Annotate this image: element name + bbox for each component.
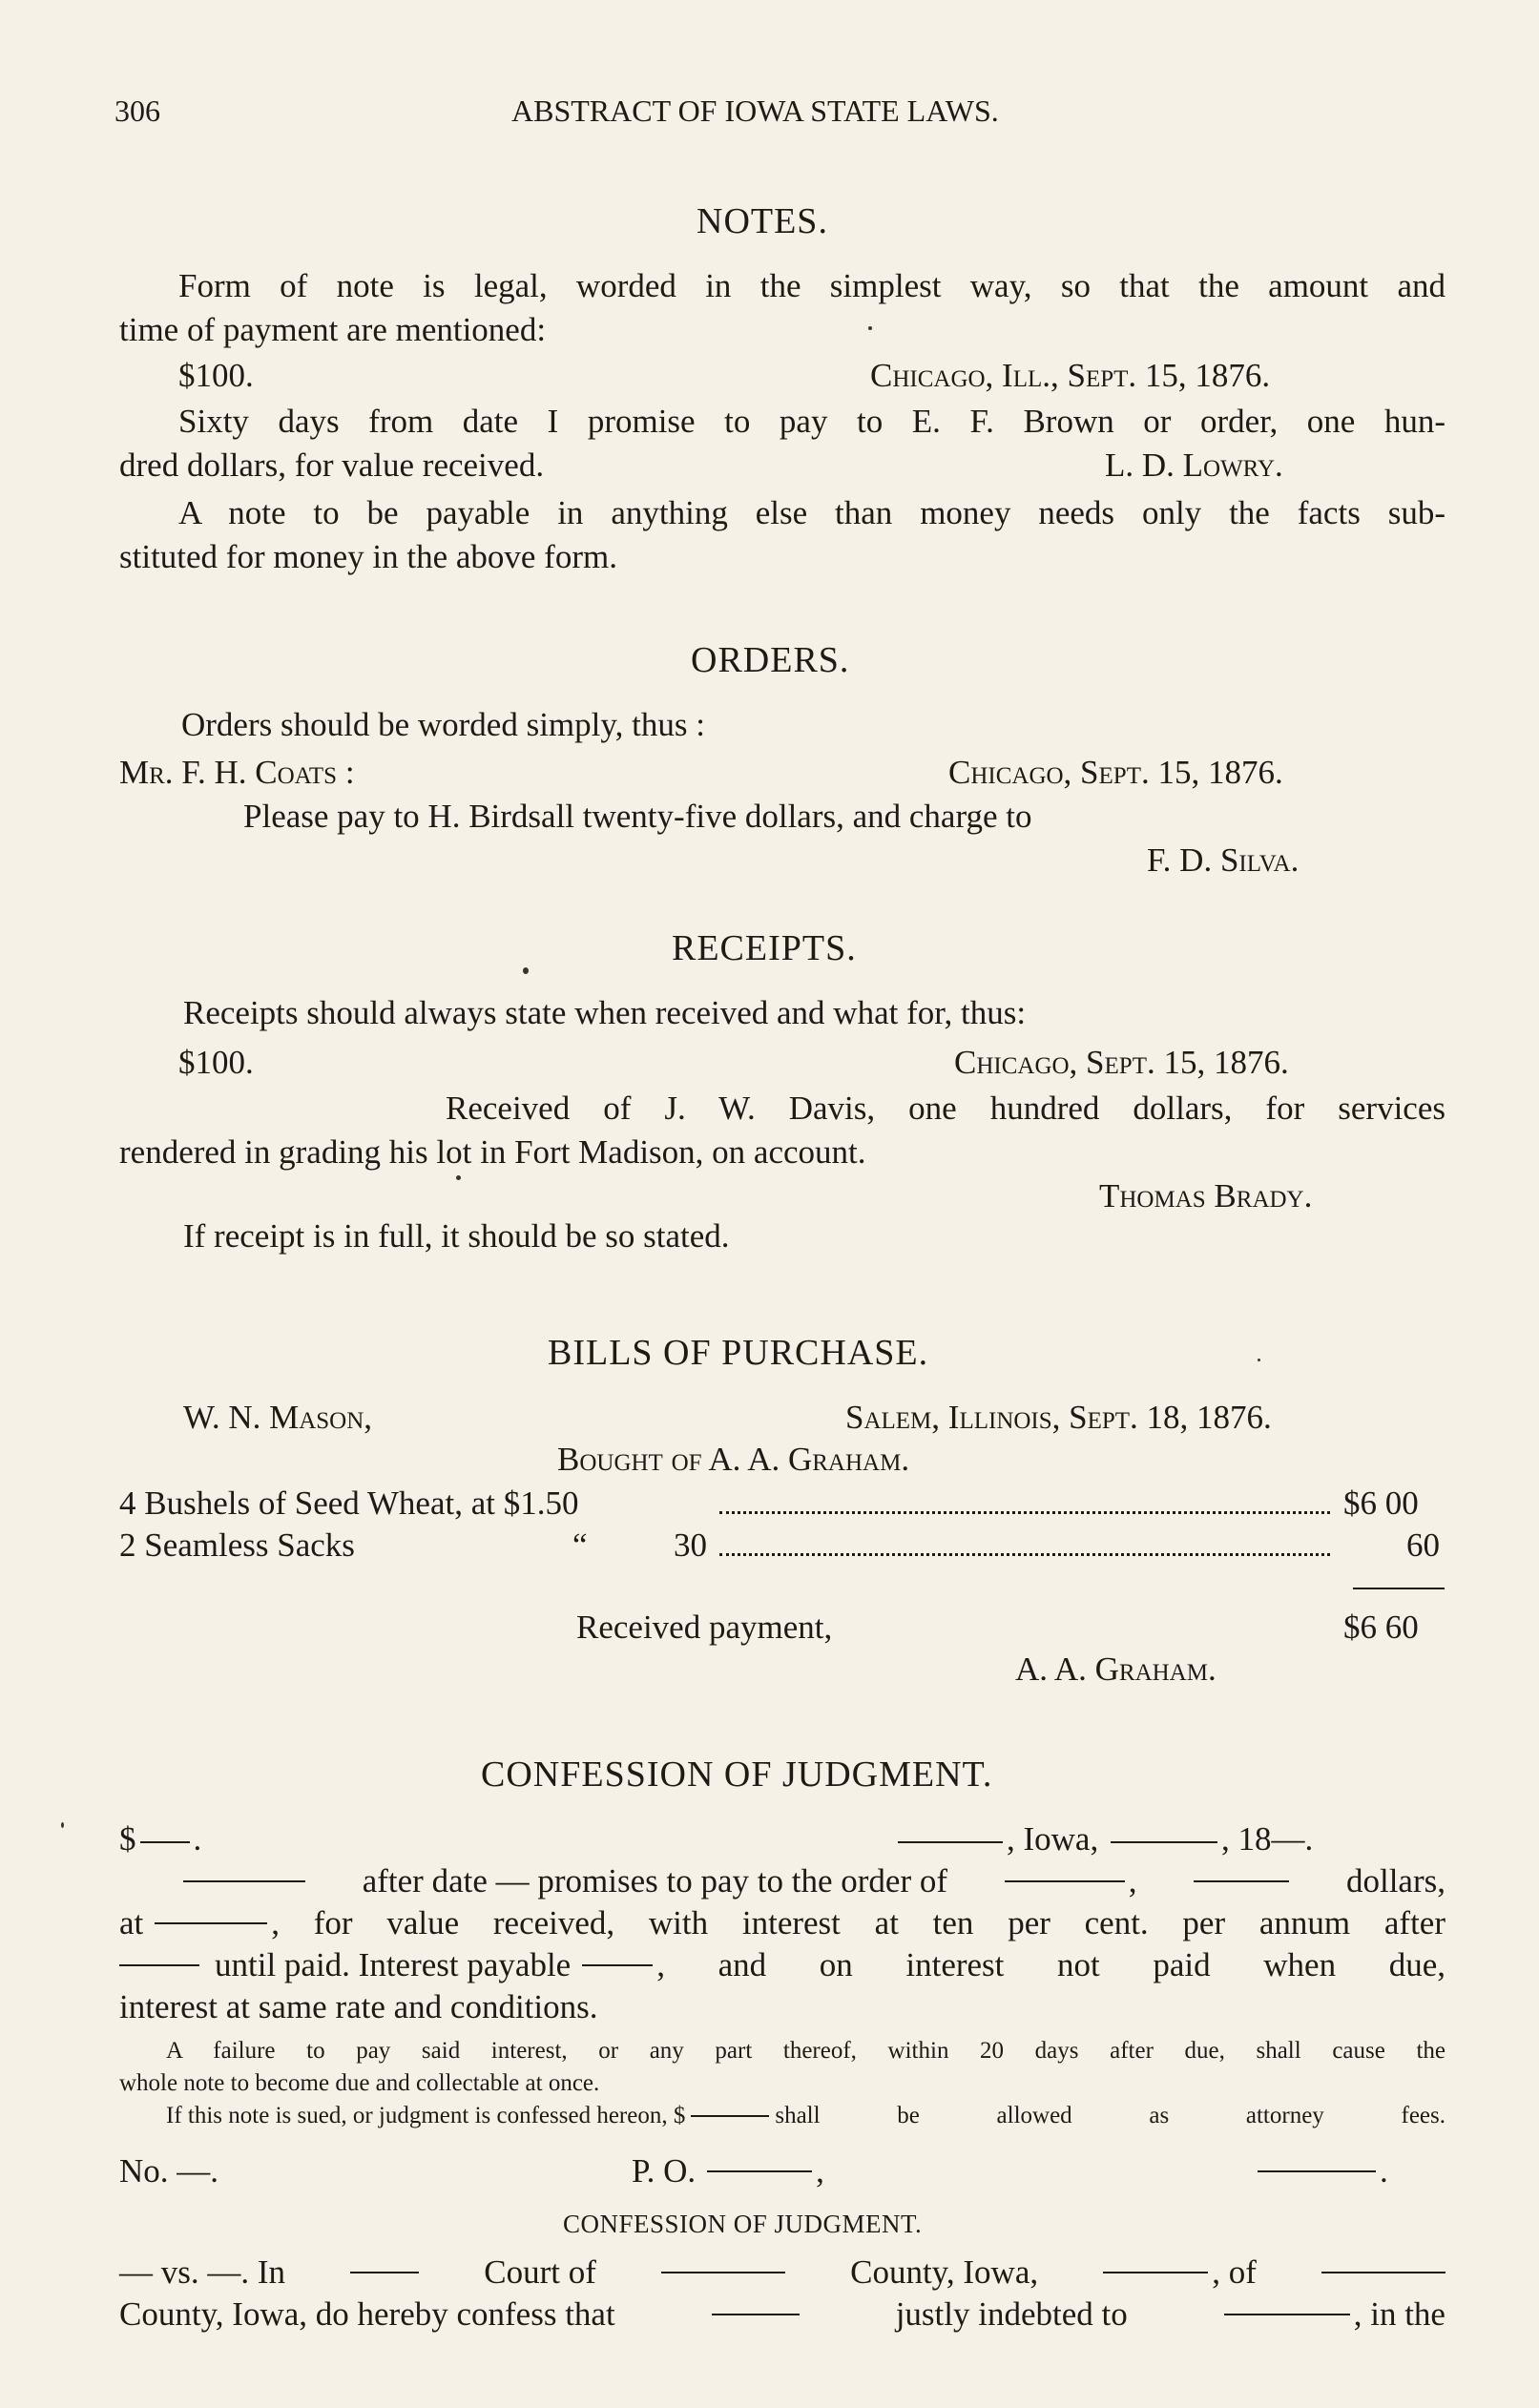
blank-amount <box>140 1841 190 1843</box>
dollar-sign: $ <box>119 1820 136 1858</box>
confession-line-1 <box>119 2253 1445 2292</box>
receipts-intro: Receipts should always state when received and what for, thus: <box>183 994 1027 1031</box>
period: . <box>1380 2152 1388 2190</box>
year-label: , 18—. <box>1220 1820 1314 1858</box>
comma: , <box>1128 1862 1137 1899</box>
blank-date <box>1111 1841 1217 1843</box>
bill-item-2-price: 30 <box>674 1526 707 1564</box>
bill-item-2-ditto: “ <box>572 1526 588 1564</box>
receipts-place-date: Chicago, Sept. 15, 1876. <box>954 1044 1289 1081</box>
bill-item-2-amount: 60 <box>1406 1526 1440 1564</box>
dot-leader <box>719 1553 1330 1556</box>
judgment-line-4 <box>119 1946 1445 1984</box>
blank-term <box>1103 2272 1208 2273</box>
bills-title: BILLS OF PURCHASE. <box>548 1333 929 1373</box>
judgment-line-3 <box>119 1904 1445 1942</box>
notes-body-2: dred dollars, for value received. <box>119 446 545 484</box>
date-line <box>1254 2152 1388 2190</box>
dollars-label: dollars, <box>1345 1862 1445 1899</box>
notes-body-1: Sixty days from date I promise to pay to E. F. Brown or order, one hun- <box>178 403 1445 440</box>
interest-text: , for value received, with interest at ten per cent. per annum after <box>271 1904 1445 1941</box>
blank-location <box>155 1922 267 1924</box>
indebted-text: justly indebted to <box>895 2295 1128 2333</box>
vs-text: — vs. —. In <box>119 2253 286 2291</box>
notes-para-2: stituted for money in the above form. <box>119 538 617 575</box>
blank-court <box>350 2272 419 2273</box>
post-office-line <box>632 2152 824 2190</box>
blank-period <box>183 1880 305 1882</box>
orders-body: Please pay to H. Birdsall twenty-five dollars, and charge to <box>243 798 1032 835</box>
number-label: No. —. <box>119 2152 219 2190</box>
attorney-fee-text: If this note is sued, or judgment is confessed hereon, $ <box>166 2103 686 2128</box>
iowa-label: , Iowa, <box>1007 1820 1099 1858</box>
dot-leader <box>719 1511 1330 1514</box>
bills-total: $6 60 <box>1343 1609 1419 1646</box>
po-label: P. O. <box>632 2152 697 2190</box>
attorney-fee-end: shall be allowed as attorney fees. <box>775 2103 1445 2128</box>
blank-party <box>1321 2272 1445 2273</box>
bills-place-date: Salem, Illinois, Sept. 18, 1876. <box>845 1399 1272 1436</box>
notes-intro-2: time of payment are mentioned: <box>119 311 547 348</box>
unpaid-interest-text: , and on interest not paid when due, <box>656 1946 1445 1983</box>
orders-addressee: Mr. F. H. Coats : <box>119 754 355 791</box>
print-speck <box>61 1822 64 1828</box>
orders-place-date: Chicago, Sept. 15, 1876. <box>948 754 1283 791</box>
bill-item-1-desc: 4 Bushels of Seed Wheat, at $1.50 <box>119 1484 579 1522</box>
print-speck <box>456 1175 461 1180</box>
court-of-text: Court of <box>484 2253 596 2291</box>
orders-signer: F. D. Silva. <box>1147 841 1300 879</box>
judgment-line-5: interest at same rate and conditions. <box>119 1988 598 2025</box>
small-print-1: A failure to pay said interest, or any part thereof, within 20 days after due, shall cause the <box>166 2038 1445 2064</box>
blank-creditor <box>1224 2314 1350 2315</box>
promise-text: after date — promises to pay to the order of <box>362 1862 948 1899</box>
interest-payable-text: until paid. Interest payable <box>215 1946 572 1983</box>
judgment-title: CONFESSION OF JUDGMENT. <box>481 1754 993 1795</box>
running-title: ABSTRACT OF IOWA STATE LAWS. <box>511 93 999 128</box>
notes-para-1: A note to be payable in anything else than money needs only the facts sub- <box>178 494 1445 531</box>
small-print-3 <box>166 2103 1445 2129</box>
county-iowa-text: County, Iowa, <box>850 2253 1039 2291</box>
of-text: , of <box>1212 2253 1257 2291</box>
bills-signer: A. A. Graham. <box>1015 1650 1217 1688</box>
blank-po <box>707 2170 812 2172</box>
bills-buyer: W. N. Mason, <box>183 1399 373 1436</box>
bills-bought-of: Bought of A. A. Graham. <box>557 1441 910 1478</box>
judgment-line-1: $ . , Iowa, , 18—. <box>119 1820 1314 1858</box>
orders-intro: Orders should be worded simply, thus : <box>181 706 705 743</box>
at-label: at <box>119 1904 144 1941</box>
blank-county <box>661 2272 785 2273</box>
total-rule <box>1353 1588 1445 1589</box>
confess-text: County, Iowa, do hereby confess that <box>119 2295 615 2333</box>
receipts-body-2: rendered in grading his lot in Fort Madison, on account. <box>119 1133 866 1171</box>
receipts-title: RECEIPTS. <box>672 928 857 968</box>
blank-fee <box>691 2115 769 2117</box>
blank-from <box>119 1964 199 1966</box>
notes-intro-1: Form of note is legal, worded in the simplest way, so that the amount and <box>178 267 1445 304</box>
orders-title: ORDERS. <box>691 640 850 680</box>
print-speck <box>1258 1359 1260 1361</box>
receipts-body-1: Received of J. W. Davis, one hundred dollars, for services <box>446 1090 1445 1127</box>
receipts-note: If receipt is in full, it should be so stated. <box>183 1217 730 1255</box>
receipts-amount: $100. <box>178 1044 254 1081</box>
blank-place <box>898 1841 1003 1843</box>
comma: , <box>816 2152 824 2190</box>
notes-place-date: Chicago, Ill., Sept. 15, 1876. <box>870 357 1271 394</box>
notes-signer: L. D. Lowry. <box>1105 446 1283 484</box>
notes-title: NOTES. <box>697 201 828 241</box>
blank-date <box>1258 2170 1376 2172</box>
page-number: 306 <box>114 93 160 128</box>
print-speck <box>868 326 872 330</box>
in-the-text: , in the <box>1353 2295 1445 2333</box>
bill-item-1-amount: $6 00 <box>1343 1484 1419 1522</box>
small-print-2: whole note to become due and collectable at once. <box>119 2070 600 2096</box>
judgment-line-2 <box>183 1862 1445 1900</box>
bill-item-2-desc: 2 Seamless Sacks <box>119 1526 355 1564</box>
receipts-signer: Thomas Brady. <box>1099 1177 1313 1214</box>
judgment-subtitle: CONFESSION OF JUDGMENT. <box>563 2210 923 2238</box>
blank-debtor <box>712 2314 800 2315</box>
blank-payable <box>582 1964 653 1966</box>
notes-amount: $100. <box>178 357 254 394</box>
bills-received: Received payment, <box>576 1609 833 1646</box>
confession-line-2 <box>119 2295 1445 2334</box>
blank-payee <box>1005 1880 1125 1882</box>
print-speck <box>523 967 529 974</box>
blank-dollars <box>1194 1880 1289 1882</box>
